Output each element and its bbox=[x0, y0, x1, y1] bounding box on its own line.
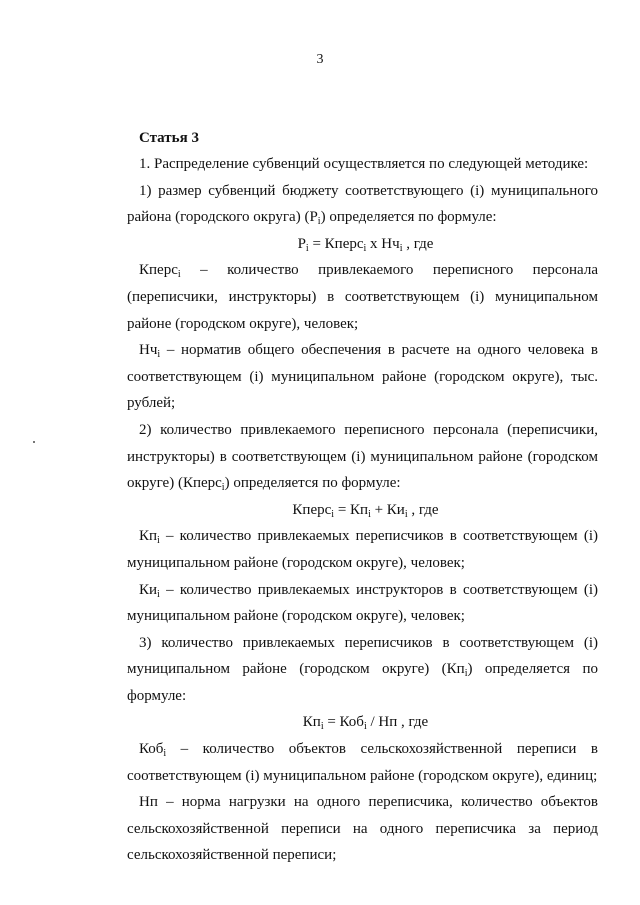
article-title: Статья 3 bbox=[139, 130, 199, 146]
definition-np: Нп – норма нагрузки на одного переписчика, количество объектов сельскохозяйственной переписи на одного переписчика за период сельскохозяйственной переписи; bbox=[127, 794, 598, 864]
formula-3: $Кп_i = Коб_i$ / Нп , где bbox=[302, 714, 429, 733]
definition-kob: Коб$_i$ – количество объектов сельскохозяйственной переписи в соответствующем (i) муниципальном районе (городском округе), единиц; bbox=[127, 741, 598, 784]
paragraph-1: 1. Распределение субвенций осуществляется по следующей методике: bbox=[139, 156, 589, 172]
article-body bbox=[127, 151, 598, 869]
definition-kp: $Кп_i$ – количество привлекаемых переписчиков в соответствующем (i) муниципальном районе (городском округе), человек; bbox=[127, 528, 598, 571]
paragraph-3: 2) количество привлекаемого переписного персонала (переписчики, инструкторы) в соответствующем (i) муниципальном районе (городском округе) (Кперс$_i$) определяется по формуле: bbox=[127, 421, 598, 494]
paragraph-2: 1) размер субвенций бюджету соответствующего (i) муниципального района (городского округа) $(P_i)$ определяется по формуле: bbox=[127, 182, 598, 228]
paragraph-4: 3) количество привлекаемых переписчиков в соответствующем (i) муниципальном районе (городском округе) $(Кп_i)$ определяется по формуле: bbox=[127, 634, 599, 704]
definition-kpers: Кперс$_i$ – количество привлекаемого переписного персонала (переписчики, инструкторы) в соответствующем (i) муниципальном районе (городском округе), человек; bbox=[127, 262, 598, 332]
page-number: 3 bbox=[316, 52, 324, 67]
margin-mark bbox=[33, 441, 35, 443]
definition-ki: $Ки_i$ – количество привлекаемых инструкторов в соответствующем (i) муниципальном районе (городском округе), человек; bbox=[127, 581, 598, 625]
formula-2: Кперс$_i$ = $Кп_i + Ки_i$ , где bbox=[292, 501, 439, 520]
definition-nch: $Нч_i$ – норматив общего обеспечения в расчете на одного человека в соответствующем (i) муниципальном районе (городском округе), тыс. рублей; bbox=[127, 342, 598, 412]
formula-1: $P_i$ = Кперс$_i$ x $Нч_i$ , где bbox=[297, 235, 434, 254]
